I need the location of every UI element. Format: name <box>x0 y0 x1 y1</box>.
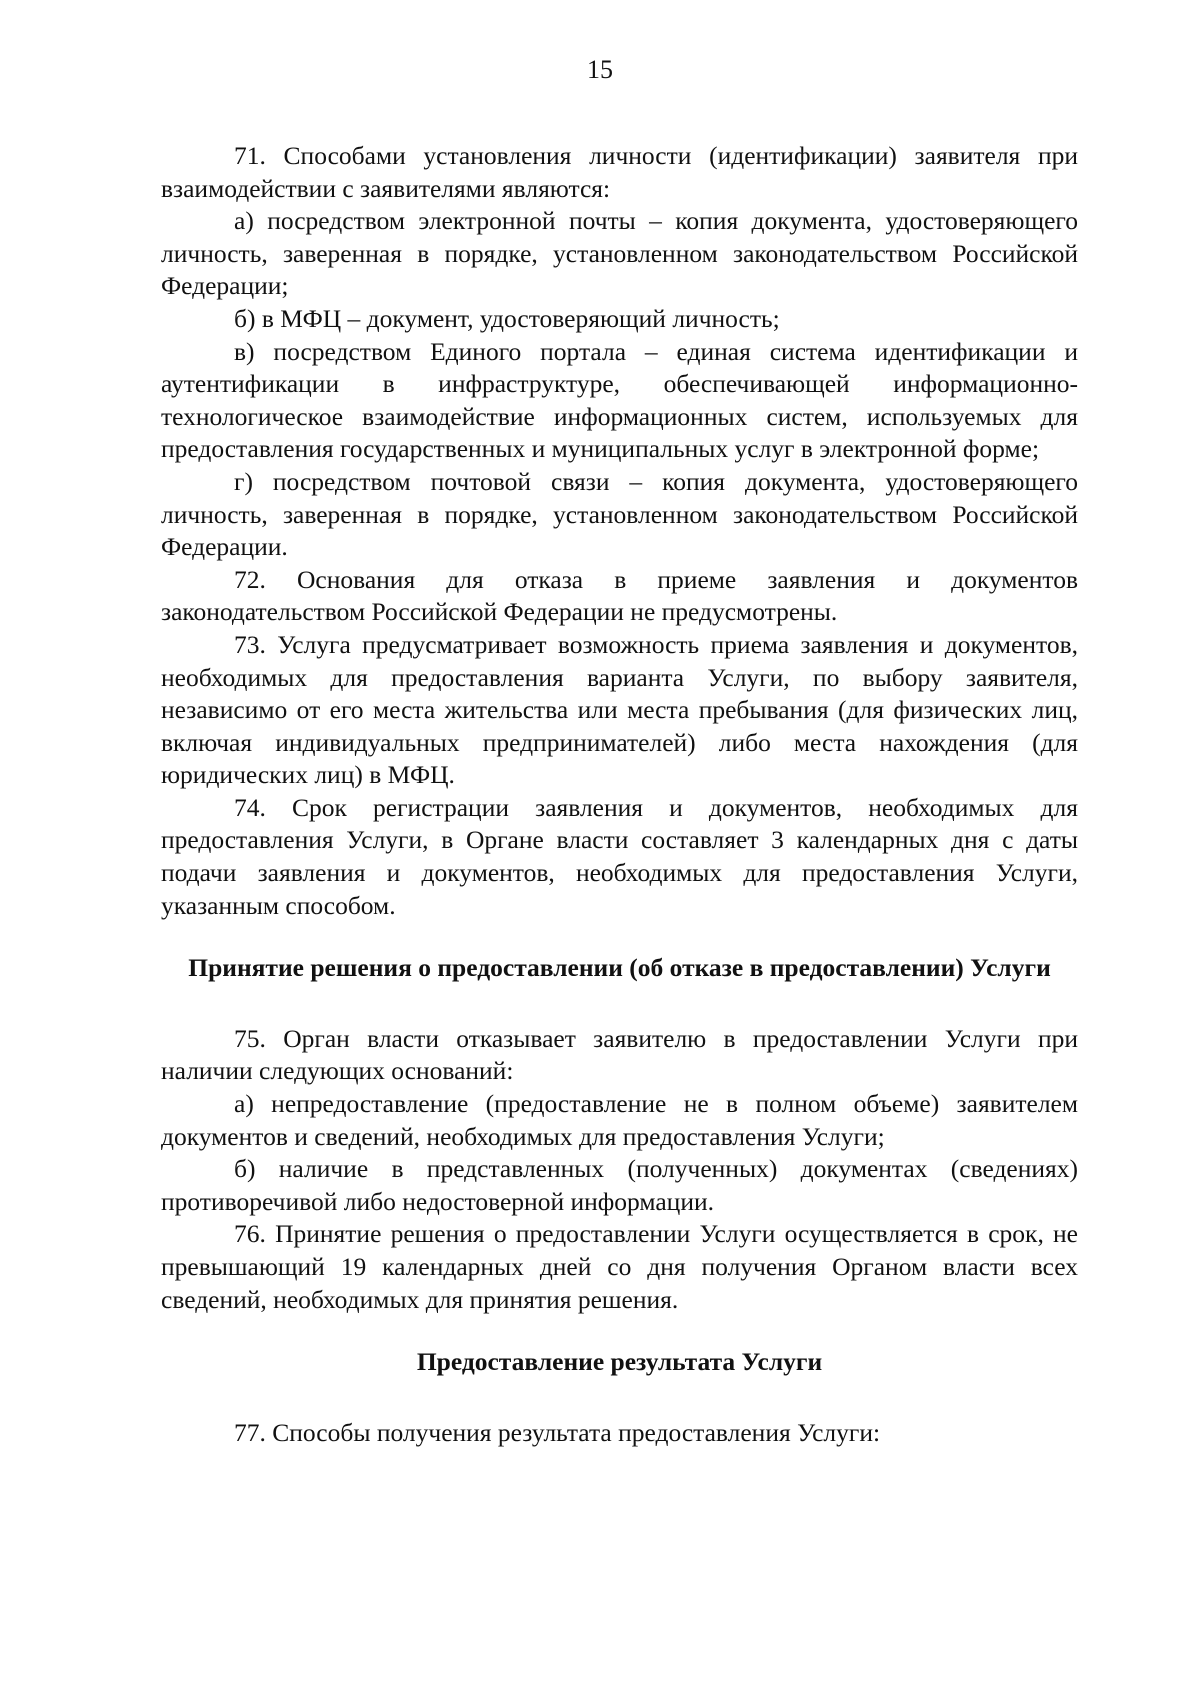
document-body <box>161 140 1078 1449</box>
page-number: 15 <box>587 55 613 84</box>
paragraph-71-g: г) посредством почтовой связи – копия документа, удостоверяющего личность, заверенная в порядке, установленном законодательством Российской Федерации. <box>161 466 1078 562</box>
section-heading-decision: Принятие решения о предоставлении (об отказе в предоставлении) Услуги <box>188 953 1051 983</box>
paragraph-75-b: б) наличие в представленных (полученных) документах (сведениях) противоречивой либо недостоверной информации. <box>161 1154 1078 1216</box>
paragraph-71-a: а) посредством электронной почты – копия документа, удостоверяющего личность, заверенная в порядке, установленном законодательством Российской Федерации; <box>161 206 1078 301</box>
paragraph-77: 77. Способы получения результата предоставления Услуги: <box>234 1417 881 1447</box>
paragraph-75: 75. Орган власти отказывает заявителю в предоставлении Услуги при наличии следующих оснований: <box>161 1023 1078 1086</box>
paragraph-73: 73. Услуга предусматривает возможность приема заявления и документов, необходимых для предоставления варианта Услуги, по выбору заявителя, независимо от его места жительства или места пребывания (для физических лиц, включая индивидуальных предпринимателей) либо места нахождения (для юридических лиц) в МФЦ. <box>161 629 1078 790</box>
section-heading-result: Предоставление результата Услуги <box>416 1347 823 1377</box>
paragraph-74: 74. Срок регистрации заявления и документов, необходимых для предоставления Услуги, в Органе власти составляет 3 календарных дня с даты подачи заявления и документов, необходимых для предоставления Услуги, указанным способом. <box>161 792 1078 920</box>
paragraph-71-v: в) посредством Единого портала – единая система идентификации и аутентификации в инфраструктуре, обеспечивающей информационно-технологическое взаимодействие информационных систем, используемых для предоставления государственных и муниципальных услуг в электронной форме; <box>161 336 1078 464</box>
paragraph-72: 72. Основания для отказа в приеме заявления и документов законодательством Российской Федерации не предусмотрены. <box>161 564 1078 627</box>
paragraph-71: 71. Способами установления личности (идентификации) заявителя при взаимодействии с заявителями являются: <box>161 141 1078 203</box>
paragraph-71-b: б) в МФЦ – документ, удостоверяющий личность; <box>234 303 780 333</box>
paragraph-75-a: а) непредоставление (предоставление не в полном объеме) заявителем документов и сведений, необходимых для предоставления Услуги; <box>161 1089 1078 1151</box>
paragraph-76: 76. Принятие решения о предоставлении Услуги осуществляется в срок, не превышающий 19 календарных дней со дня получения Органом власти всех сведений, необходимых для принятия решения. <box>161 1219 1078 1314</box>
